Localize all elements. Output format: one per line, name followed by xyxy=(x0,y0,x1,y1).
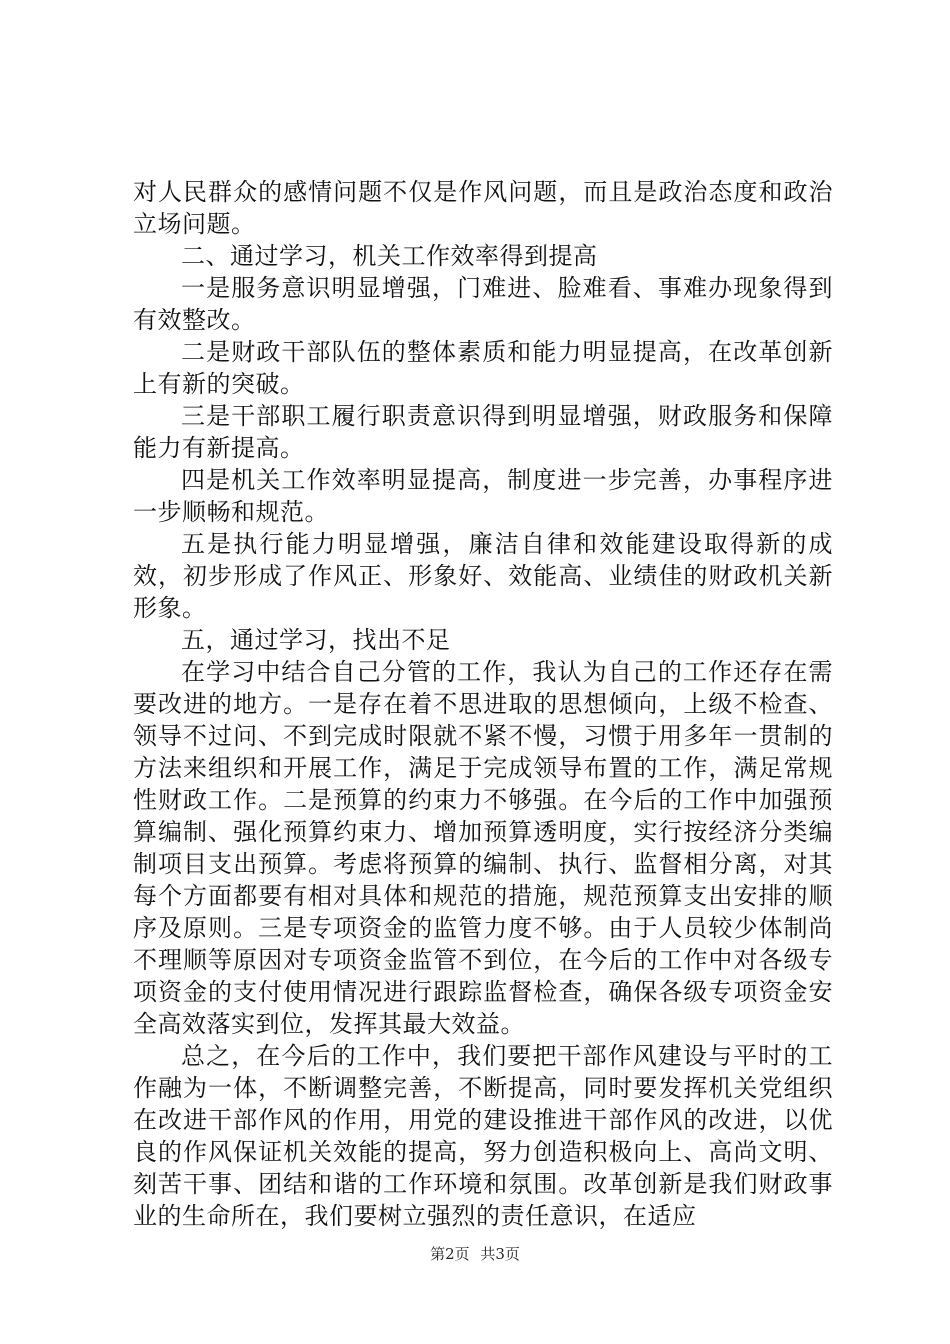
section-heading-5: 五，通过学习，找出不足 xyxy=(181,626,451,654)
paragraph-7: 五是执行能力明显增强，廉洁自律和效能建设取得新的成效，初步形成了作风正、形象好、效能高、业绩佳的财政机关新形象。 xyxy=(133,530,833,622)
section-heading-2: 二、通过学习，机关工作效率得到提高 xyxy=(181,242,598,270)
paragraph-5: 三是干部职工履行职责意识得到明显增强，财政服务和保障能力有新提高。 xyxy=(133,402,833,462)
page-number-current: 第2页 xyxy=(430,1245,470,1263)
paragraph-4: 二是财政干部队伍的整体素质和能力明显提高，在改革创新上有新的突破。 xyxy=(133,338,833,398)
paragraph-9: 在学习中结合自己分管的工作，我认为自己的工作还存在需要改进的地方。一是存在着不思进取的思想倾向，上级不检查、领导不过问、不到完成时限就不紧不慢，习惯于用多年一贯制的方法来组织和开展工作，满足于完成领导布置的工作，满足常规性财政工作。二是预算的约束力不够强。在今后的工作中加强预算编制、强化预算约束力、增加预算透明度，实行按经济分类编制项目支出预算。考虑将预算的编制、执行、监督相分离，对其每个方面都要有相对具体和规范的措施，规范预算支出安排的顺序及原则。三是专项资金的监管力度不够。由于人员较少体制尚不理顺等原因对专项资金监管不到位，在今后的工作中对各级专项资金的支付使用情况进行跟踪监督检查，确保各级专项资金安全高效落实到位，发挥其最大效益。 xyxy=(133,658,833,1038)
page-footer xyxy=(0,1244,950,1264)
document-body xyxy=(133,176,833,1232)
paragraph-10: 总之，在今后的工作中，我们要把干部作风建设与平时的工作融为一体，不断调整完善，不断提高，同时要发挥机关党组织在改进干部作风的作用，用党的建设推进干部作风的改进，以优良的作风保证机关效能的提高，努力创造积极向上、高尚文明、刻苦干事、团结和谐的工作环境和氛围。改革创新是我们财政事业的生命所在，我们要树立强烈的责任意识，在适应 xyxy=(133,1042,833,1230)
paragraph-3: 一是服务意识明显增强，门难进、脸难看、事难办现象得到有效整改。 xyxy=(133,274,833,334)
paragraph-6: 四是机关工作效率明显提高，制度进一步完善，办事程序进一步顺畅和规范。 xyxy=(133,466,833,526)
paragraph-1: 对人民群众的感情问题不仅是作风问题，而且是政治态度和政治立场问题。 xyxy=(133,178,833,238)
page-number-total: 共3页 xyxy=(480,1245,520,1263)
